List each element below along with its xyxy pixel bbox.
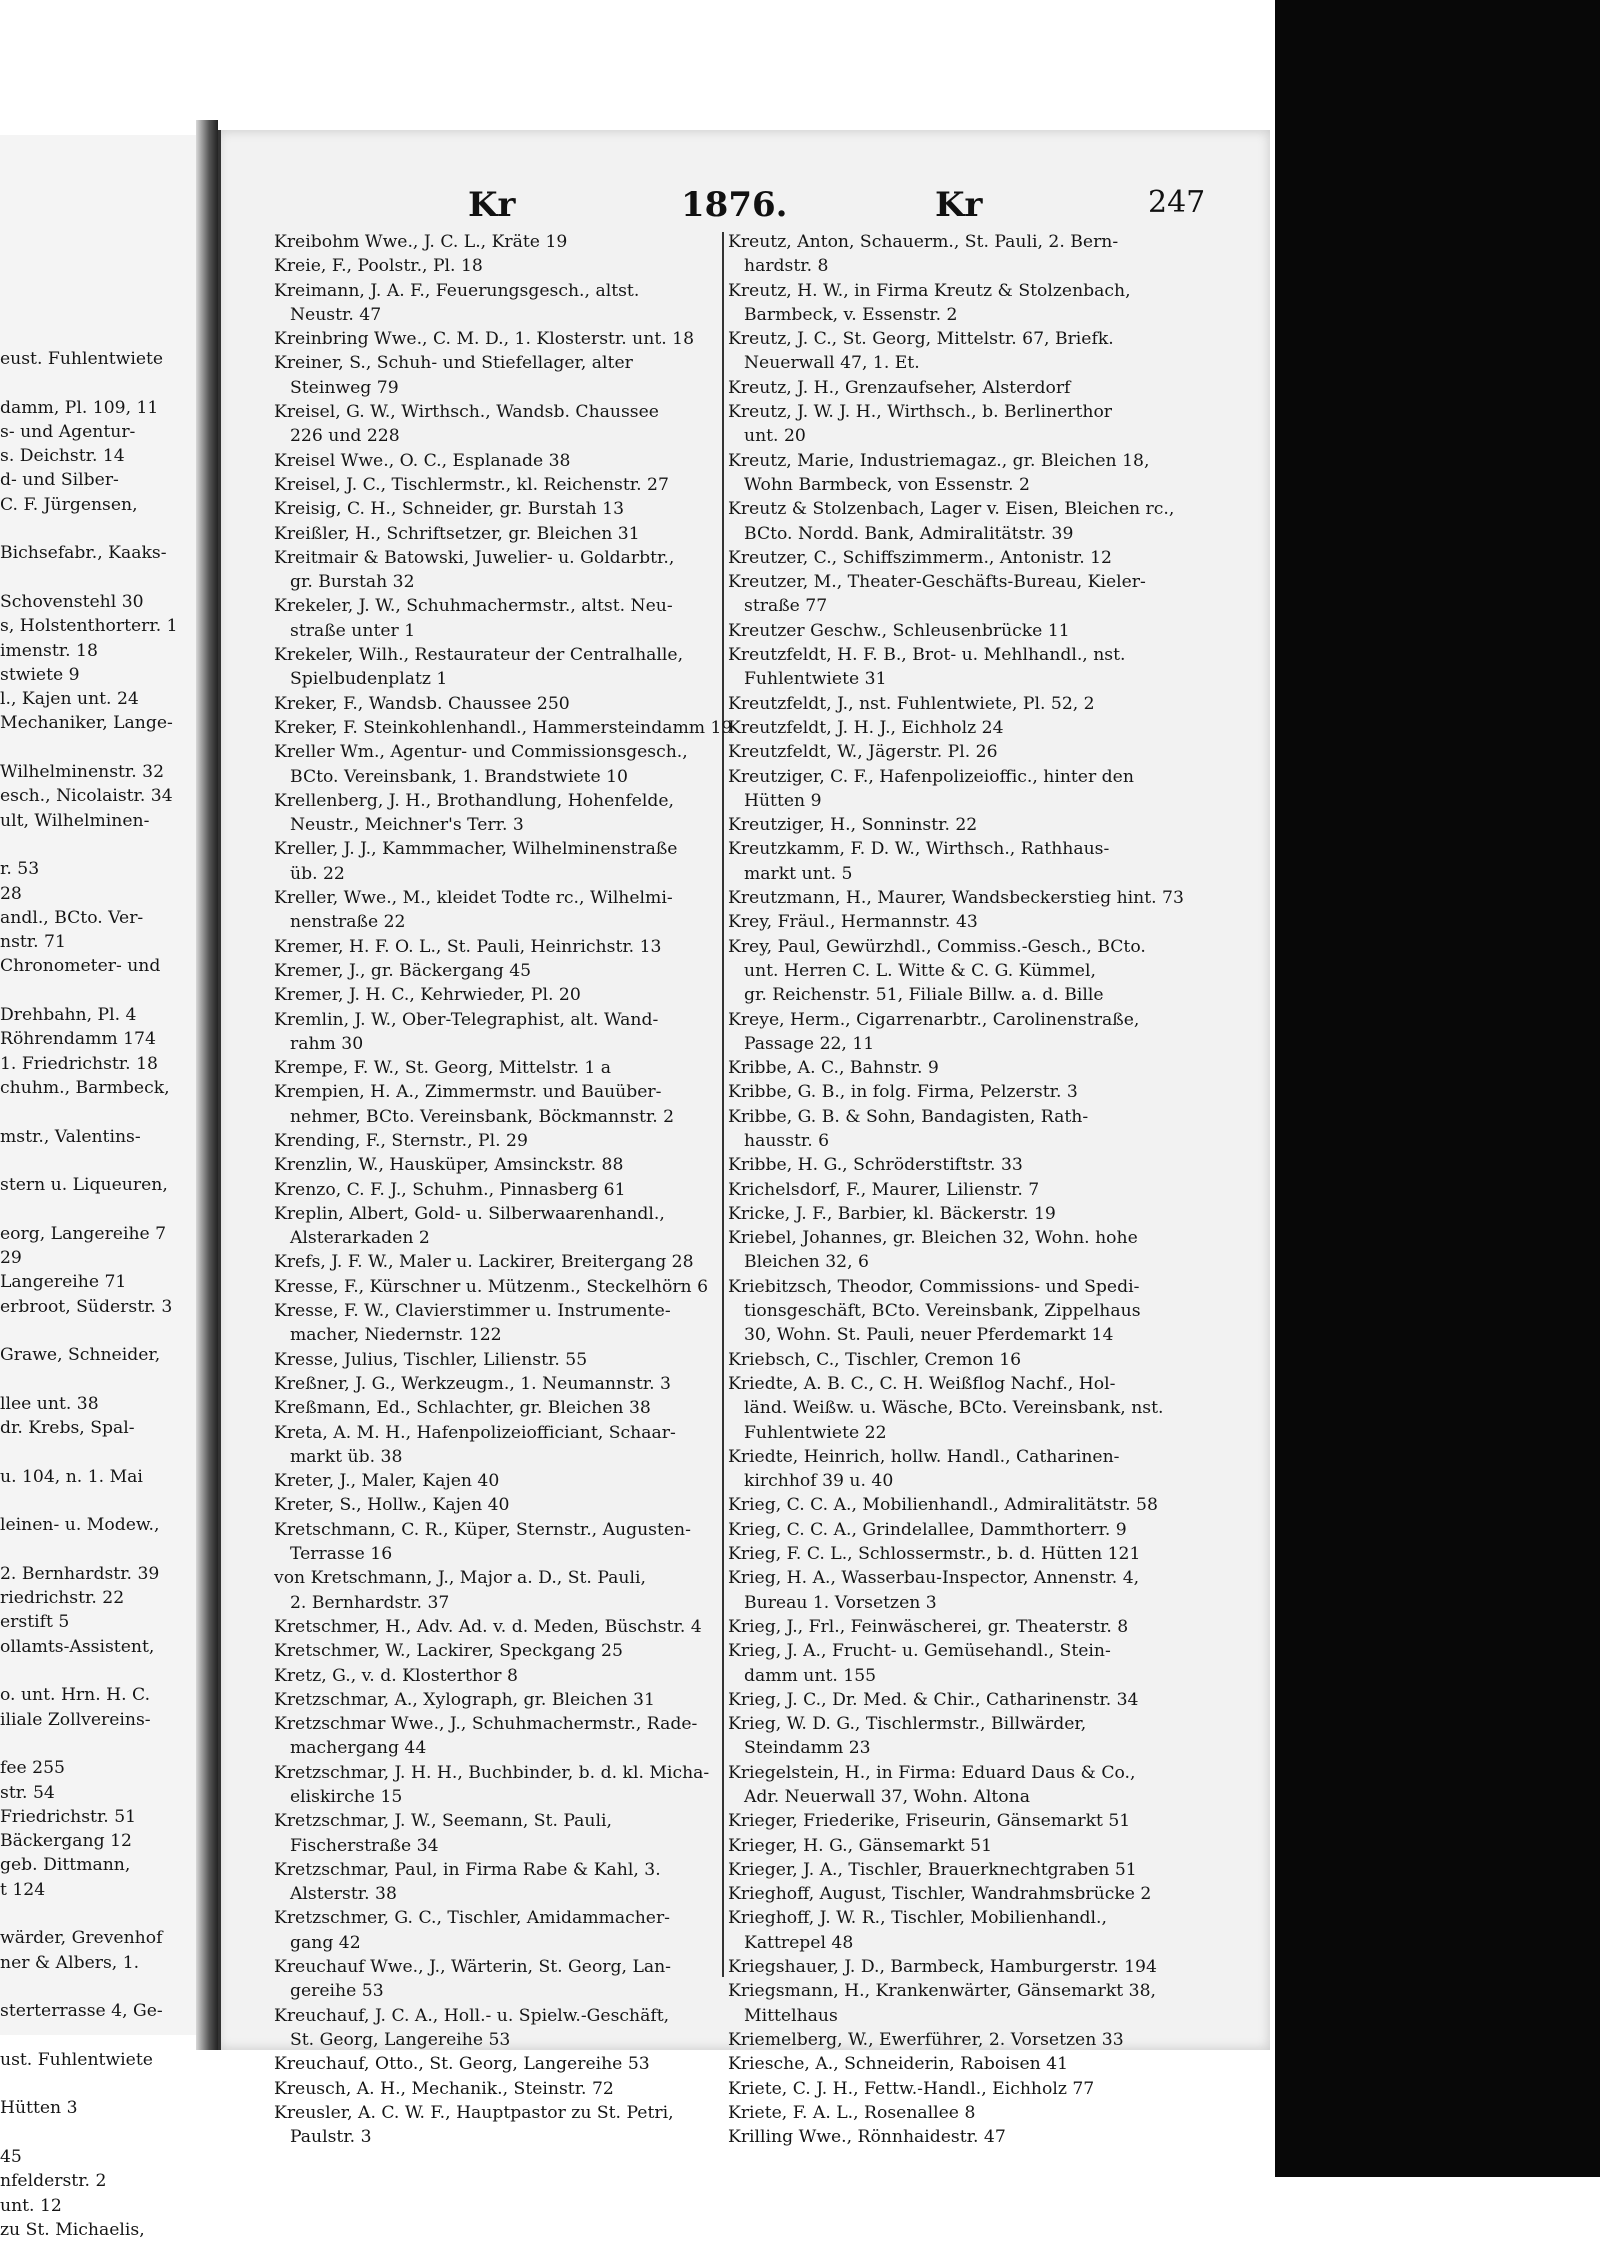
directory-entry-line: Kreutzfeldt, W., Jägerstr. Pl. 26 [728, 742, 998, 763]
previous-page-fragment: Schovenstehl 30 [0, 591, 144, 612]
previous-page-fragment: wärder, Grevenhof [0, 1928, 163, 1949]
previous-page-fragment: mstr., Valentins- [0, 1126, 141, 1147]
directory-entry-line: Kreutz, H. W., in Firma Kreutz & Stolzenbach, [728, 280, 1131, 301]
directory-entry-line: Paulstr. 3 [290, 2127, 372, 2148]
directory-entry-line: Kretzschmar Wwe., J., Schuhmachermstr., Rade- [274, 1714, 698, 1735]
directory-entry-line: Kreuchauf, Otto., St. Georg, Langereihe 53 [274, 2054, 650, 2075]
previous-page-fragment [0, 2121, 200, 2145]
previous-page-fragment: chuhm., Barmbeck, [0, 1077, 170, 1098]
previous-page-fragment: erbroot, Süderstr. 3 [0, 1296, 173, 1317]
previous-page-fragment: ust. Fuhlentwiete [0, 2049, 153, 2070]
directory-entry-line: Krieg, C. C. A., Mobilienhandl., Admiralitätstr. 58 [728, 1495, 1158, 1516]
header-right-letters: Kr [935, 185, 983, 225]
directory-entry-line: Krieger, Friederike, Friseurin, Gänsemarkt 51 [728, 1811, 1131, 1832]
directory-entry-line: Kriegshauer, J. D., Barmbeck, Hamburgerstr. 194 [728, 1957, 1157, 1978]
previous-page-edge [0, 135, 210, 2240]
previous-page-fragment: leinen- u. Modew., [0, 1515, 160, 1536]
directory-entry-line: Krey, Fräul., Hermannstr. 43 [728, 912, 978, 933]
directory-entry-line: Kreutz, Anton, Schauerm., St. Pauli, 2. Bern- [728, 232, 1119, 252]
previous-page-fragment: ner & Albers, 1. [0, 1952, 140, 1973]
directory-entry-line: rahm 30 [290, 1033, 364, 1054]
directory-entry-line: Kresse, F. W., Clavierstimmer u. Instrumente- [274, 1301, 671, 1322]
directory-entry-line: Kretz, G., v. d. Klosterthor 8 [274, 1665, 518, 1686]
previous-page-fragment: ult, Wilhelminen- [0, 810, 150, 831]
previous-page-fragment: zu St. Michaelis, [0, 2219, 145, 2240]
directory-entry-line: Kreutzer Geschw., Schleusenbrücke 11 [728, 620, 1070, 641]
previous-page-fragment: 45 [0, 2146, 22, 2167]
previous-page-fragment: Chronometer- und [0, 956, 161, 977]
directory-entry-line: Kretschmer, W., Lackirer, Speckgang 25 [274, 1641, 623, 1662]
previous-page-fragment: riedrichstr. 22 [0, 1588, 125, 1609]
directory-entry-line: Kreutz, Marie, Industriemagaz., gr. Bleichen 18, [728, 450, 1150, 471]
directory-entry-line: Kreinbring Wwe., C. M. D., 1. Klosterstr. unt. 18 [274, 329, 695, 350]
previous-page-fragment: Hütten 3 [0, 2098, 78, 2119]
directory-entry-line: Krichelsdorf, F., Maurer, Lilienstr. 7 [728, 1179, 1040, 1200]
previous-page-fragment [0, 1975, 200, 1999]
directory-entry-line: Kremer, J. H. C., Kehrwieder, Pl. 20 [274, 985, 581, 1006]
directory-entry-line: üb. 22 [290, 863, 345, 884]
previous-page-fragment: dr. Krebs, Spal- [0, 1418, 135, 1439]
directory-entry-line: Kattrepel 48 [744, 1932, 854, 1953]
directory-entry-line: Kremlin, J. W., Ober-Telegraphist, alt. Wand- [274, 1009, 659, 1030]
directory-entry-line: Kricke, J. F., Barbier, kl. Bäckerstr. 19 [728, 1203, 1056, 1224]
previous-page-fragment [0, 517, 200, 541]
previous-page-fragment: Friedrichstr. 51 [0, 1806, 137, 1827]
directory-entry-line: unt. 20 [744, 426, 806, 447]
previous-page-fragment: Wilhelminenstr. 32 [0, 762, 165, 783]
directory-entry-line: 2. Bernhardstr. 37 [290, 1592, 450, 1613]
directory-entry-line: Kretzschmar, A., Xylograph, gr. Bleichen 31 [274, 1689, 655, 1710]
directory-entry-line: Kreutzfeldt, J., nst. Fuhlentwiete, Pl. 52, 2 [728, 693, 1095, 714]
directory-entry-line: gereihe 53 [290, 1981, 384, 2002]
previous-page-fragment: eust. Fuhlentwiete [0, 349, 164, 369]
directory-entry-line: Kremer, H. F. O. L., St. Pauli, Heinrichstr. 13 [274, 936, 662, 957]
directory-entry-line: Barmbeck, v. Essenstr. 2 [744, 304, 958, 325]
directory-entry-line: Krellenberg, J. H., Brothandlung, Hohenfelde, [274, 790, 675, 811]
previous-page-fragment [0, 1367, 200, 1391]
directory-entry-line: Kreller, J. J., Kammmacher, Wilhelminenstraße [274, 839, 678, 860]
previous-page-fragment: Grawe, Schneider, [0, 1345, 161, 1366]
directory-entry-line: Krieg, W. D. G., Tischlermstr., Billwärder, [728, 1714, 1087, 1735]
directory-entry-line: Krempien, H. A., Zimmermstr. und Bauüber- [274, 1082, 662, 1103]
directory-entry-line: Kreßmann, Ed., Schlachter, gr. Bleichen 38 [274, 1398, 651, 1419]
directory-entry-line: Kretzschmar, J. H. H., Buchbinder, b. d. kl. Micha- [274, 1762, 710, 1783]
previous-page-fragment [0, 833, 200, 857]
directory-entry-line: Krieg, C. C. A., Grindelallee, Dammthorterr. 9 [728, 1519, 1127, 1540]
previous-page-fragment [0, 736, 200, 760]
directory-entry-line: Kriemelberg, W., Ewerführer, 2. Vorsetzen 33 [728, 2029, 1124, 2050]
directory-entry-line: kirchhof 39 u. 40 [744, 1471, 894, 1492]
directory-entry-line: Krey, Paul, Gewürzhdl., Commiss.-Gesch., BCto. [728, 936, 1146, 957]
directory-entry-line: Kreutzer, C., Schiffszimmerm., Antonistr. 12 [728, 547, 1112, 568]
previous-page-fragment: C. F. Jürgensen, [0, 494, 138, 515]
directory-entry-line: hardstr. 8 [744, 256, 829, 277]
directory-entry-line: Kreutzer, M., Theater-Geschäfts-Bureau, Kieler- [728, 572, 1146, 593]
previous-page-fragment: 1. Friedrichstr. 18 [0, 1053, 158, 1074]
previous-page-fragment: s, Holstenthorterr. 1 [0, 616, 178, 637]
directory-entry-line: Krefs, J. F. W., Maler u. Lackirer, Breitergang 28 [274, 1252, 694, 1273]
directory-entry-line: Kreter, J., Maler, Kajen 40 [274, 1471, 500, 1492]
page-edge [218, 130, 221, 2050]
previous-page-fragment [0, 1149, 200, 1173]
directory-entry-line: Kriegelstein, H., in Firma: Eduard Daus & Co., [728, 1762, 1136, 1783]
directory-entry-line: Kreta, A. M. H., Hafenpolizeiofficiant, Schaar- [274, 1422, 676, 1443]
directory-entry-line: Krieger, H. G., Gänsemarkt 51 [728, 1835, 993, 1856]
directory-entry-line: Kresse, F., Kürschner u. Mützenm., Steckelhörn 6 [274, 1276, 709, 1297]
directory-entry-line: markt üb. 38 [290, 1446, 403, 1467]
previous-page-fragment: sterterrasse 4, Ge- [0, 2001, 163, 2022]
directory-entry-line: von Kretschmann, J., Major a. D., St. Pauli, [274, 1568, 646, 1589]
directory-entry-line: Alsterarkaden 2 [290, 1228, 430, 1249]
directory-entry-line: Fuhlentwiete 31 [744, 669, 887, 690]
directory-entry-line: Kretzschmer, G. C., Tischler, Amidammacher- [274, 1908, 670, 1929]
directory-entry-line: Kriebitzsch, Theodor, Commissions- und Spedi- [728, 1276, 1140, 1297]
previous-page-fragment: geb. Dittmann, [0, 1855, 131, 1876]
directory-entry-line: Krieghoff, J. W. R., Tischler, Mobilienhandl., [728, 1908, 1107, 1929]
previous-page-fragment: nstr. 71 [0, 932, 66, 953]
previous-page-fragment: damm, Pl. 109, 11 [0, 397, 159, 418]
previous-page-fragment: t 124 [0, 1879, 46, 1900]
directory-entry-line: Kribbe, G. B. & Sohn, Bandagisten, Rath- [728, 1106, 1089, 1127]
previous-page-fragment [0, 979, 200, 1003]
directory-entry-line: nehmer, BCto. Vereinsbank, Böckmannstr. 2 [290, 1106, 675, 1127]
directory-entry-line: Kreutzkamm, F. D. W., Wirthsch., Rathhaus- [728, 839, 1110, 860]
previous-page-fragment [0, 1100, 200, 1124]
directory-entry-line: gr. Reichenstr. 51, Filiale Billw. a. d. Bille [744, 985, 1104, 1006]
previous-page-fragment [0, 1902, 200, 1926]
previous-page-fragment [0, 1197, 200, 1221]
previous-page-fragment [0, 1538, 200, 1562]
previous-page-fragment [0, 371, 200, 395]
directory-entry-line: damm unt. 155 [744, 1665, 877, 1686]
previous-page-fragment: fee 255 [0, 1758, 65, 1779]
directory-entry-line: Kriegsmann, H., Krankenwärter, Gänsemarkt 38, [728, 1981, 1156, 2002]
previous-page-fragment [0, 1659, 200, 1683]
directory-entry-line: eliskirche 15 [290, 1787, 403, 1807]
previous-page-fragment: d- und Silber- [0, 470, 119, 491]
directory-entry-line: Kreutzfeldt, J. H. J., Eichholz 24 [728, 717, 1004, 738]
directory-entry-line: Kreimann, J. A. F., Feuerungsgesch., altst. [274, 280, 640, 301]
header-left-letters: Kr [468, 185, 516, 225]
previous-page-fragment: esch., Nicolaistr. 34 [0, 786, 173, 807]
directory-entry-line: Kreutz, J. H., Grenzaufseher, Alsterdorf [728, 377, 1071, 398]
directory-entry-line: Neustr. 47 [290, 304, 382, 325]
previous-page-fragment: Bichsefabr., Kaaks- [0, 543, 167, 564]
directory-entry-line: Krieg, H. A., Wasserbau-Inspector, Annenstr. 4, [728, 1568, 1140, 1589]
previous-page-fragment [0, 566, 200, 590]
directory-entry-line: Krempe, F. W., St. Georg, Mittelstr. 1 a [274, 1058, 612, 1079]
directory-entry-line: Kreißler, H., Schriftsetzer, gr. Bleichen 31 [274, 523, 640, 544]
previous-page-fragment: s. Deichstr. 14 [0, 446, 125, 467]
directory-entry-line: länd. Weißw. u. Wäsche, BCto. Vereinsbank, nst. [744, 1398, 1164, 1419]
directory-entry-line: Kreusler, A. C. W. F., Hauptpastor zu St. Petri, [274, 2102, 674, 2123]
directory-entry-line: Kreutzfeldt, H. F. B., Brot- u. Mehlhandl., nst. [728, 645, 1126, 666]
directory-entry-line: Kreusch, A. H., Mechanik., Steinstr. 72 [274, 2078, 614, 2099]
directory-entry-line: Kreßner, J. G., Werkzeugm., 1. Neumannstr. 3 [274, 1373, 671, 1394]
previous-page-column [0, 347, 200, 2242]
directory-entry-line: Kribbe, A. C., Bahnstr. 9 [728, 1058, 939, 1079]
directory-entry-line: Kreutziger, H., Sonninstr. 22 [728, 815, 978, 836]
previous-page-fragment: stern u. Liqueuren, [0, 1175, 168, 1196]
directory-entry-line: St. Georg, Langereihe 53 [290, 2029, 511, 2050]
directory-entry-line: Steinweg 79 [290, 377, 399, 398]
previous-page-fragment [0, 1319, 200, 1343]
directory-entry-line: Kreutz & Stolzenbach, Lager v. Eisen, Bleichen rc., [728, 499, 1175, 520]
directory-entry-line: Kretzschmar, Paul, in Firma Rabe & Kahl, 3. [274, 1859, 661, 1880]
directory-entry-line: Kreye, Herm., Cigarrenarbtr., Carolinenstraße, [728, 1009, 1140, 1030]
directory-entry-line: Krieghoff, August, Tischler, Wandrahmsbrücke 2 [728, 1884, 1152, 1905]
directory-entry-line: Kreplin, Albert, Gold- u. Silberwaarenhandl., [274, 1203, 665, 1224]
previous-page-fragment: 29 [0, 1247, 22, 1268]
directory-entry-line: hausstr. 6 [744, 1130, 830, 1151]
previous-page-fragment [0, 1440, 200, 1464]
page-number: 247 [1148, 185, 1206, 220]
directory-entry-line: Kriete, C. J. H., Fettw.-Handl., Eichholz 77 [728, 2078, 1095, 2099]
directory-entry-line: Fischerstraße 34 [290, 1835, 439, 1856]
directory-entry-line: Bleichen 32, 6 [744, 1252, 869, 1273]
directory-entry-line: Kreuchauf Wwe., J., Wärterin, St. Georg, Lan- [274, 1957, 671, 1978]
previous-page-fragment: stwiete 9 [0, 664, 80, 685]
previous-page-fragment: Drehbahn, Pl. 4 [0, 1005, 137, 1026]
directory-entry-line: Krekeler, Wilh., Restaurateur der Centralhalle, [274, 645, 684, 666]
directory-entry-line: Kribbe, G. B., in folg. Firma, Pelzerstr. 3 [728, 1082, 1078, 1103]
directory-entry-line: 30, Wohn. St. Pauli, neuer Pferdemarkt 14 [744, 1325, 1114, 1346]
previous-page-fragment: imenstr. 18 [0, 640, 98, 661]
directory-entry-line: Kreutziger, C. F., Hafenpolizeioffic., hinter den [728, 766, 1134, 787]
previous-page-fragment: nfelderstr. 2 [0, 2171, 107, 2192]
previous-page-fragment: llee unt. 38 [0, 1393, 99, 1414]
directory-entry-line: Kremer, J., gr. Bäckergang 45 [274, 960, 532, 981]
directory-entry-line: Kreker, F., Wandsb. Chaussee 250 [274, 693, 570, 714]
previous-page-fragment: Langereihe 71 [0, 1272, 127, 1293]
previous-page-fragment: erstift 5 [0, 1612, 70, 1633]
directory-entry-line: Krekeler, J. W., Schuhmachermstr., altst. Neu- [274, 596, 673, 617]
directory-entry-line: Spielbudenplatz 1 [290, 669, 448, 690]
directory-entry-line: Kretschmer, H., Adv. Ad. v. d. Meden, Büschstr. 4 [274, 1616, 702, 1637]
directory-entry-line: Kreie, F., Poolstr., Pl. 18 [274, 256, 483, 277]
directory-entry-line: straße unter 1 [290, 620, 416, 641]
directory-entry-line: machergang 44 [290, 1738, 427, 1759]
directory-entry-line: BCto. Nordd. Bank, Admiralitätstr. 39 [744, 523, 1074, 544]
directory-entry-line: Krilling Wwe., Rönnhaidestr. 47 [728, 2127, 1006, 2148]
previous-page-fragment: andl., BCto. Ver- [0, 907, 144, 928]
directory-entry-line: Kriete, F. A. L., Rosenallee 8 [728, 2102, 976, 2123]
directory-entry-line: Alsterstr. 38 [290, 1884, 397, 1905]
directory-entry-line: Kreller Wm., Agentur- und Commissionsgesch., [274, 742, 688, 763]
directory-entry-line: Kreitmair & Batowski, Juwelier- u. Goldarbtr., [274, 547, 675, 568]
directory-entry-line: Kretschmann, C. R., Küper, Sternstr., Augusten- [274, 1519, 691, 1540]
directory-entry-line: Steindamm 23 [744, 1738, 871, 1759]
directory-entry-line: unt. Herren C. L. Witte & C. G. Kümmel, [744, 960, 1096, 981]
directory-entry-line: Adr. Neuerwall 37, Wohn. Altona [744, 1787, 1030, 1807]
directory-entry-line: Kreisel, J. C., Tischlermstr., kl. Reichenstr. 27 [274, 474, 669, 495]
directory-entry-line: Kriesche, A., Schneiderin, Raboisen 41 [728, 2054, 1069, 2075]
directory-entry-line: Neuerwall 47, 1. Et. [744, 353, 920, 374]
previous-page-fragment: ollamts-Assistent, [0, 1636, 155, 1657]
directory-entry-line: straße 77 [744, 596, 828, 617]
directory-entry-line: Krieg, J. C., Dr. Med. & Chir., Catharinenstr. 34 [728, 1689, 1139, 1710]
directory-entry-line: Fuhlentwiete 22 [744, 1422, 887, 1443]
previous-page-fragment: unt. 12 [0, 2195, 62, 2216]
book-gutter [196, 120, 218, 2050]
previous-page-fragment: 2. Bernhardstr. 39 [0, 1563, 160, 1584]
left-column [274, 230, 739, 2149]
directory-entry-line: Krenzo, C. F. J., Schuhm., Pinnasberg 61 [274, 1179, 626, 1200]
directory-entry-line: Mittelhaus [744, 2005, 838, 2026]
previous-page-fragment: eorg, Langereihe 7 [0, 1223, 167, 1244]
directory-entry-line: gang 42 [290, 1932, 361, 1953]
directory-entry-line: tionsgeschäft, BCto. Vereinsbank, Zippelhaus [744, 1301, 1141, 1322]
directory-entry-line: Krieg, J., Frl., Feinwäscherei, gr. Theaterstr. 8 [728, 1616, 1129, 1637]
previous-page-fragment [0, 2072, 200, 2096]
directory-entry-line: Kreter, S., Hollw., Kajen 40 [274, 1495, 510, 1516]
directory-entry-line: Kriebsch, C., Tischler, Cremon 16 [728, 1349, 1022, 1370]
directory-entry-line: Kriedte, A. B. C., C. H. Weißflog Nachf., Hol- [728, 1373, 1116, 1394]
previous-page-fragment: 28 [0, 883, 22, 904]
previous-page-fragment [0, 1489, 200, 1513]
directory-entry-line: Kreutzmann, H., Maurer, Wandsbeckerstieg hint. 73 [728, 888, 1184, 909]
directory-entry-line: Neustr., Meichner's Terr. 3 [290, 815, 524, 836]
previous-page-fragment: str. 54 [0, 1782, 55, 1803]
directory-entry-line: Hütten 9 [744, 790, 822, 811]
previous-page-fragment: l., Kajen unt. 24 [0, 689, 139, 710]
directory-entry-line: Kresse, Julius, Tischler, Lilienstr. 55 [274, 1349, 588, 1370]
directory-entry-line: Kreuchauf, J. C. A., Holl.- u. Spielw.-Geschäft, [274, 2005, 670, 2026]
directory-entry-line: Bureau 1. Vorsetzen 3 [744, 1592, 937, 1613]
directory-entry-line: macher, Niedernstr. 122 [290, 1325, 502, 1346]
directory-entry-line: 226 und 228 [290, 426, 400, 447]
previous-page-fragment: o. unt. Hrn. H. C. [0, 1685, 151, 1706]
directory-entry-line: Kreker, F. Steinkohlenhandl., Hammersteindamm 19 [274, 717, 733, 738]
directory-entry-line: Passage 22, 11 [744, 1033, 875, 1054]
directory-entry-line: Kreibohm Wwe., J. C. L., Kräte 19 [274, 232, 568, 252]
directory-entry-line: Krieg, J. A., Frucht- u. Gemüsehandl., Stein- [728, 1641, 1111, 1662]
directory-entry-line: Krenzlin, W., Hausküper, Amsinckstr. 88 [274, 1155, 624, 1176]
directory-entry-line: Kreiner, S., Schuh- und Stiefellager, alter [274, 353, 633, 374]
page-header [218, 185, 1270, 235]
previous-page-fragment: u. 104, n. 1. Mai [0, 1466, 143, 1487]
directory-entry-line: Terrasse 16 [290, 1544, 393, 1565]
directory-entry-line: Kreisel Wwe., O. C., Esplanade 38 [274, 450, 571, 471]
directory-entry-line: gr. Burstah 32 [290, 572, 415, 593]
previous-page-fragment: iliale Zollvereins- [0, 1709, 151, 1730]
directory-entry-line: Kreller, Wwe., M., kleidet Todte rc., Wilhelmi- [274, 888, 673, 909]
previous-page-fragment: s- und Agentur- [0, 421, 136, 442]
directory-entry-line: BCto. Vereinsbank, 1. Brandstwiete 10 [290, 766, 628, 787]
previous-page-fragment: Röhrendamm 174 [0, 1029, 156, 1050]
directory-entry-line: Krieg, F. C. L., Schlossermstr., b. d. Hütten 121 [728, 1544, 1141, 1565]
directory-entry-line: markt unt. 5 [744, 863, 853, 884]
previous-page-fragment: Mechaniker, Lange- [0, 713, 173, 734]
previous-page-fragment [0, 1732, 200, 1756]
directory-entry-line: Kreutz, J. W. J. H., Wirthsch., b. Berlinerthor [728, 402, 1113, 423]
directory-entry-line: Krieger, J. A., Tischler, Brauerknechtgraben 51 [728, 1859, 1137, 1880]
previous-page-fragment: r. 53 [0, 859, 40, 880]
directory-entry-line: Krending, F., Sternstr., Pl. 29 [274, 1130, 528, 1151]
directory-entry-line: Kreisig, C. H., Schneider, gr. Burstah 13 [274, 499, 624, 520]
directory-entry-line: nenstraße 22 [290, 912, 406, 933]
directory-entry-line: Wohn Barmbeck, von Essenstr. 2 [744, 474, 1030, 495]
directory-entry-line: Kriedte, Heinrich, hollw. Handl., Catharinen- [728, 1446, 1120, 1467]
directory-entry-line: Kretzschmar, J. W., Seemann, St. Pauli, [274, 1811, 612, 1832]
scan-background [1275, 0, 1600, 2177]
directory-entry-line: Kreutz, J. C., St. Georg, Mittelstr. 67, Briefk. [728, 329, 1114, 350]
directory-entry-line: Kribbe, H. G., Schröderstiftstr. 33 [728, 1155, 1023, 1176]
header-year: 1876. [681, 185, 788, 225]
right-column [728, 230, 1228, 2149]
previous-page-fragment: Bäckergang 12 [0, 1831, 132, 1852]
previous-page-fragment [0, 2023, 200, 2047]
directory-entry-line: Kreisel, G. W., Wirthsch., Wandsb. Chaussee [274, 402, 659, 423]
directory-page [218, 130, 1270, 2148]
directory-entry-line: Kriebel, Johannes, gr. Bleichen 32, Wohn. hohe [728, 1228, 1138, 1249]
